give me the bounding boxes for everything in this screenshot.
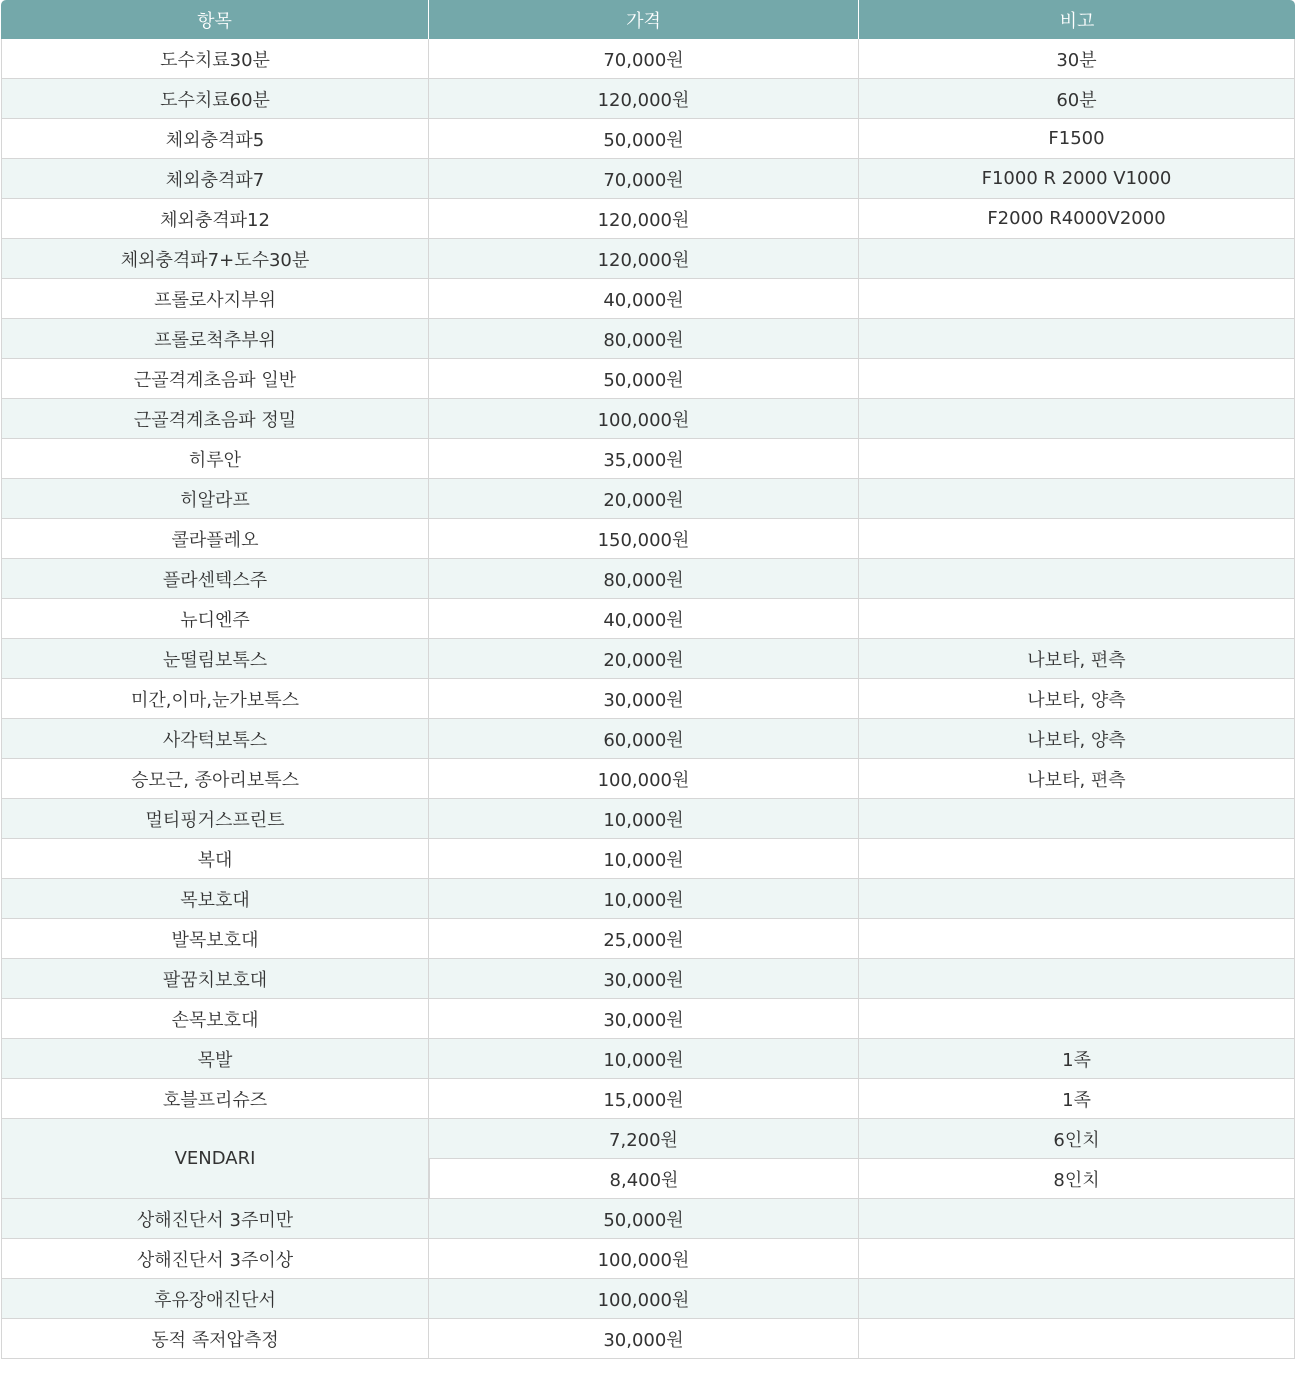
cell-note	[859, 559, 1295, 599]
table-row	[1, 1239, 1295, 1279]
table-row	[1, 639, 1295, 679]
cell-price: 30,000원	[429, 679, 859, 719]
cell-price: 7,200원	[429, 1119, 859, 1159]
cell-item: 상해진단서 3주미만	[1, 1199, 429, 1239]
table-row	[1, 319, 1295, 359]
cell-note: 나보타, 양측	[859, 679, 1295, 719]
cell-item: 손목보호대	[1, 999, 429, 1039]
cell-item: 체외충격파7+도수30분	[1, 239, 429, 279]
cell-item: 목보호대	[1, 879, 429, 919]
cell-note	[859, 399, 1295, 439]
table-row	[1, 119, 1295, 159]
cell-item: 콜라플레오	[1, 519, 429, 559]
cell-note	[859, 279, 1295, 319]
cell-note	[859, 1239, 1295, 1279]
table-row	[1, 39, 1295, 79]
cell-item: 목발	[1, 1039, 429, 1079]
cell-price: 20,000원	[429, 479, 859, 519]
cell-note: 1족	[859, 1079, 1295, 1119]
cell-item: 사각턱보톡스	[1, 719, 429, 759]
cell-price: 50,000원	[429, 119, 859, 159]
cell-price: 30,000원	[429, 959, 859, 999]
cell-note	[859, 879, 1295, 919]
table-row	[1, 919, 1295, 959]
cell-note: 8인치	[859, 1159, 1295, 1199]
header-note: 비고	[859, 0, 1295, 39]
cell-price: 30,000원	[429, 999, 859, 1039]
cell-item: 체외충격파7	[1, 159, 429, 199]
cell-note	[859, 599, 1295, 639]
table-row	[1, 1039, 1295, 1079]
cell-note: F2000 R4000V2000	[859, 199, 1295, 239]
cell-price: 60,000원	[429, 719, 859, 759]
cell-price: 20,000원	[429, 639, 859, 679]
cell-item: 상해진단서 3주이상	[1, 1239, 429, 1279]
cell-note: 60분	[859, 79, 1295, 119]
cell-item: 복대	[1, 839, 429, 879]
table-header	[1, 0, 1295, 39]
table-row	[1, 1119, 1295, 1159]
cell-item: 근골격계초음파 정밀	[1, 399, 429, 439]
price-table	[1, 0, 1295, 1359]
cell-item: 히루안	[1, 439, 429, 479]
cell-note	[859, 1279, 1295, 1319]
cell-price: 40,000원	[429, 599, 859, 639]
cell-item: 도수치료30분	[1, 39, 429, 79]
table-row	[1, 759, 1295, 799]
cell-note	[859, 799, 1295, 839]
table-row	[1, 1319, 1295, 1359]
cell-price: 80,000원	[429, 559, 859, 599]
cell-note: 1족	[859, 1039, 1295, 1079]
cell-item: 팔꿈치보호대	[1, 959, 429, 999]
cell-price: 50,000원	[429, 359, 859, 399]
cell-note: F1000 R 2000 V1000	[859, 159, 1295, 199]
cell-item: 체외충격파12	[1, 199, 429, 239]
cell-price: 150,000원	[429, 519, 859, 559]
cell-note	[859, 479, 1295, 519]
cell-price: 10,000원	[429, 1039, 859, 1079]
table-row	[1, 1079, 1295, 1119]
cell-price: 10,000원	[429, 879, 859, 919]
cell-item: 뉴디엔주	[1, 599, 429, 639]
cell-item: 호블프리슈즈	[1, 1079, 429, 1119]
cell-note	[859, 919, 1295, 959]
cell-price: 15,000원	[429, 1079, 859, 1119]
table-row	[1, 199, 1295, 239]
cell-note	[859, 959, 1295, 999]
cell-price: 120,000원	[429, 199, 859, 239]
cell-note	[859, 439, 1295, 479]
table-row	[1, 719, 1295, 759]
cell-price: 30,000원	[429, 1319, 859, 1359]
cell-note	[859, 1319, 1295, 1359]
header-item: 항목	[1, 0, 429, 39]
cell-note	[859, 1199, 1295, 1239]
cell-price: 50,000원	[429, 1199, 859, 1239]
cell-price: 40,000원	[429, 279, 859, 319]
cell-price: 70,000원	[429, 159, 859, 199]
cell-item: 프롤로척추부위	[1, 319, 429, 359]
cell-item: 발목보호대	[1, 919, 429, 959]
table-row	[1, 279, 1295, 319]
table-row	[1, 159, 1295, 199]
cell-item: 체외충격파5	[1, 119, 429, 159]
cell-note: F1500	[859, 119, 1295, 159]
cell-note: 나보타, 양측	[859, 719, 1295, 759]
table-row	[1, 239, 1295, 279]
table-body	[1, 39, 1295, 1359]
cell-note: 나보타, 편측	[859, 759, 1295, 799]
cell-price: 80,000원	[429, 319, 859, 359]
table-row	[1, 399, 1295, 439]
table-row	[1, 79, 1295, 119]
cell-note: 나보타, 편측	[859, 639, 1295, 679]
table-row	[1, 799, 1295, 839]
cell-note	[859, 519, 1295, 559]
table-row	[1, 359, 1295, 399]
cell-price: 120,000원	[429, 239, 859, 279]
cell-price: 100,000원	[429, 399, 859, 439]
cell-item: 플라센텍스주	[1, 559, 429, 599]
cell-item: 근골격계초음파 일반	[1, 359, 429, 399]
cell-note	[859, 839, 1295, 879]
cell-price: 120,000원	[429, 79, 859, 119]
cell-price: 10,000원	[429, 839, 859, 879]
cell-item: 히알라프	[1, 479, 429, 519]
cell-note	[859, 999, 1295, 1039]
cell-item: 미간,이마,눈가보톡스	[1, 679, 429, 719]
cell-price: 35,000원	[429, 439, 859, 479]
cell-price: 8,400원	[429, 1159, 859, 1199]
table-row	[1, 879, 1295, 919]
table-row	[1, 839, 1295, 879]
cell-item: 도수치료60분	[1, 79, 429, 119]
table-row	[1, 559, 1295, 599]
cell-item: 멀티핑거스프린트	[1, 799, 429, 839]
cell-note: 6인치	[859, 1119, 1295, 1159]
table-row	[1, 1279, 1295, 1319]
table-row	[1, 1199, 1295, 1239]
cell-price: 100,000원	[429, 759, 859, 799]
table-row	[1, 959, 1295, 999]
cell-note	[859, 319, 1295, 359]
cell-price: 100,000원	[429, 1239, 859, 1279]
cell-price: 100,000원	[429, 1279, 859, 1319]
cell-price: 70,000원	[429, 39, 859, 79]
cell-item: 프롤로사지부위	[1, 279, 429, 319]
header-price: 가격	[429, 0, 859, 39]
cell-item: VENDARI	[1, 1119, 429, 1199]
table-row	[1, 439, 1295, 479]
cell-item: 동적 족저압측정	[1, 1319, 429, 1359]
table-row	[1, 999, 1295, 1039]
cell-price: 25,000원	[429, 919, 859, 959]
cell-item: 후유장애진단서	[1, 1279, 429, 1319]
table-row	[1, 679, 1295, 719]
table-row	[1, 519, 1295, 559]
table-row	[1, 599, 1295, 639]
cell-price: 10,000원	[429, 799, 859, 839]
cell-note	[859, 239, 1295, 279]
cell-item: 눈떨림보톡스	[1, 639, 429, 679]
table-row	[1, 479, 1295, 519]
cell-item: 승모근, 종아리보톡스	[1, 759, 429, 799]
cell-note: 30분	[859, 39, 1295, 79]
cell-note	[859, 359, 1295, 399]
